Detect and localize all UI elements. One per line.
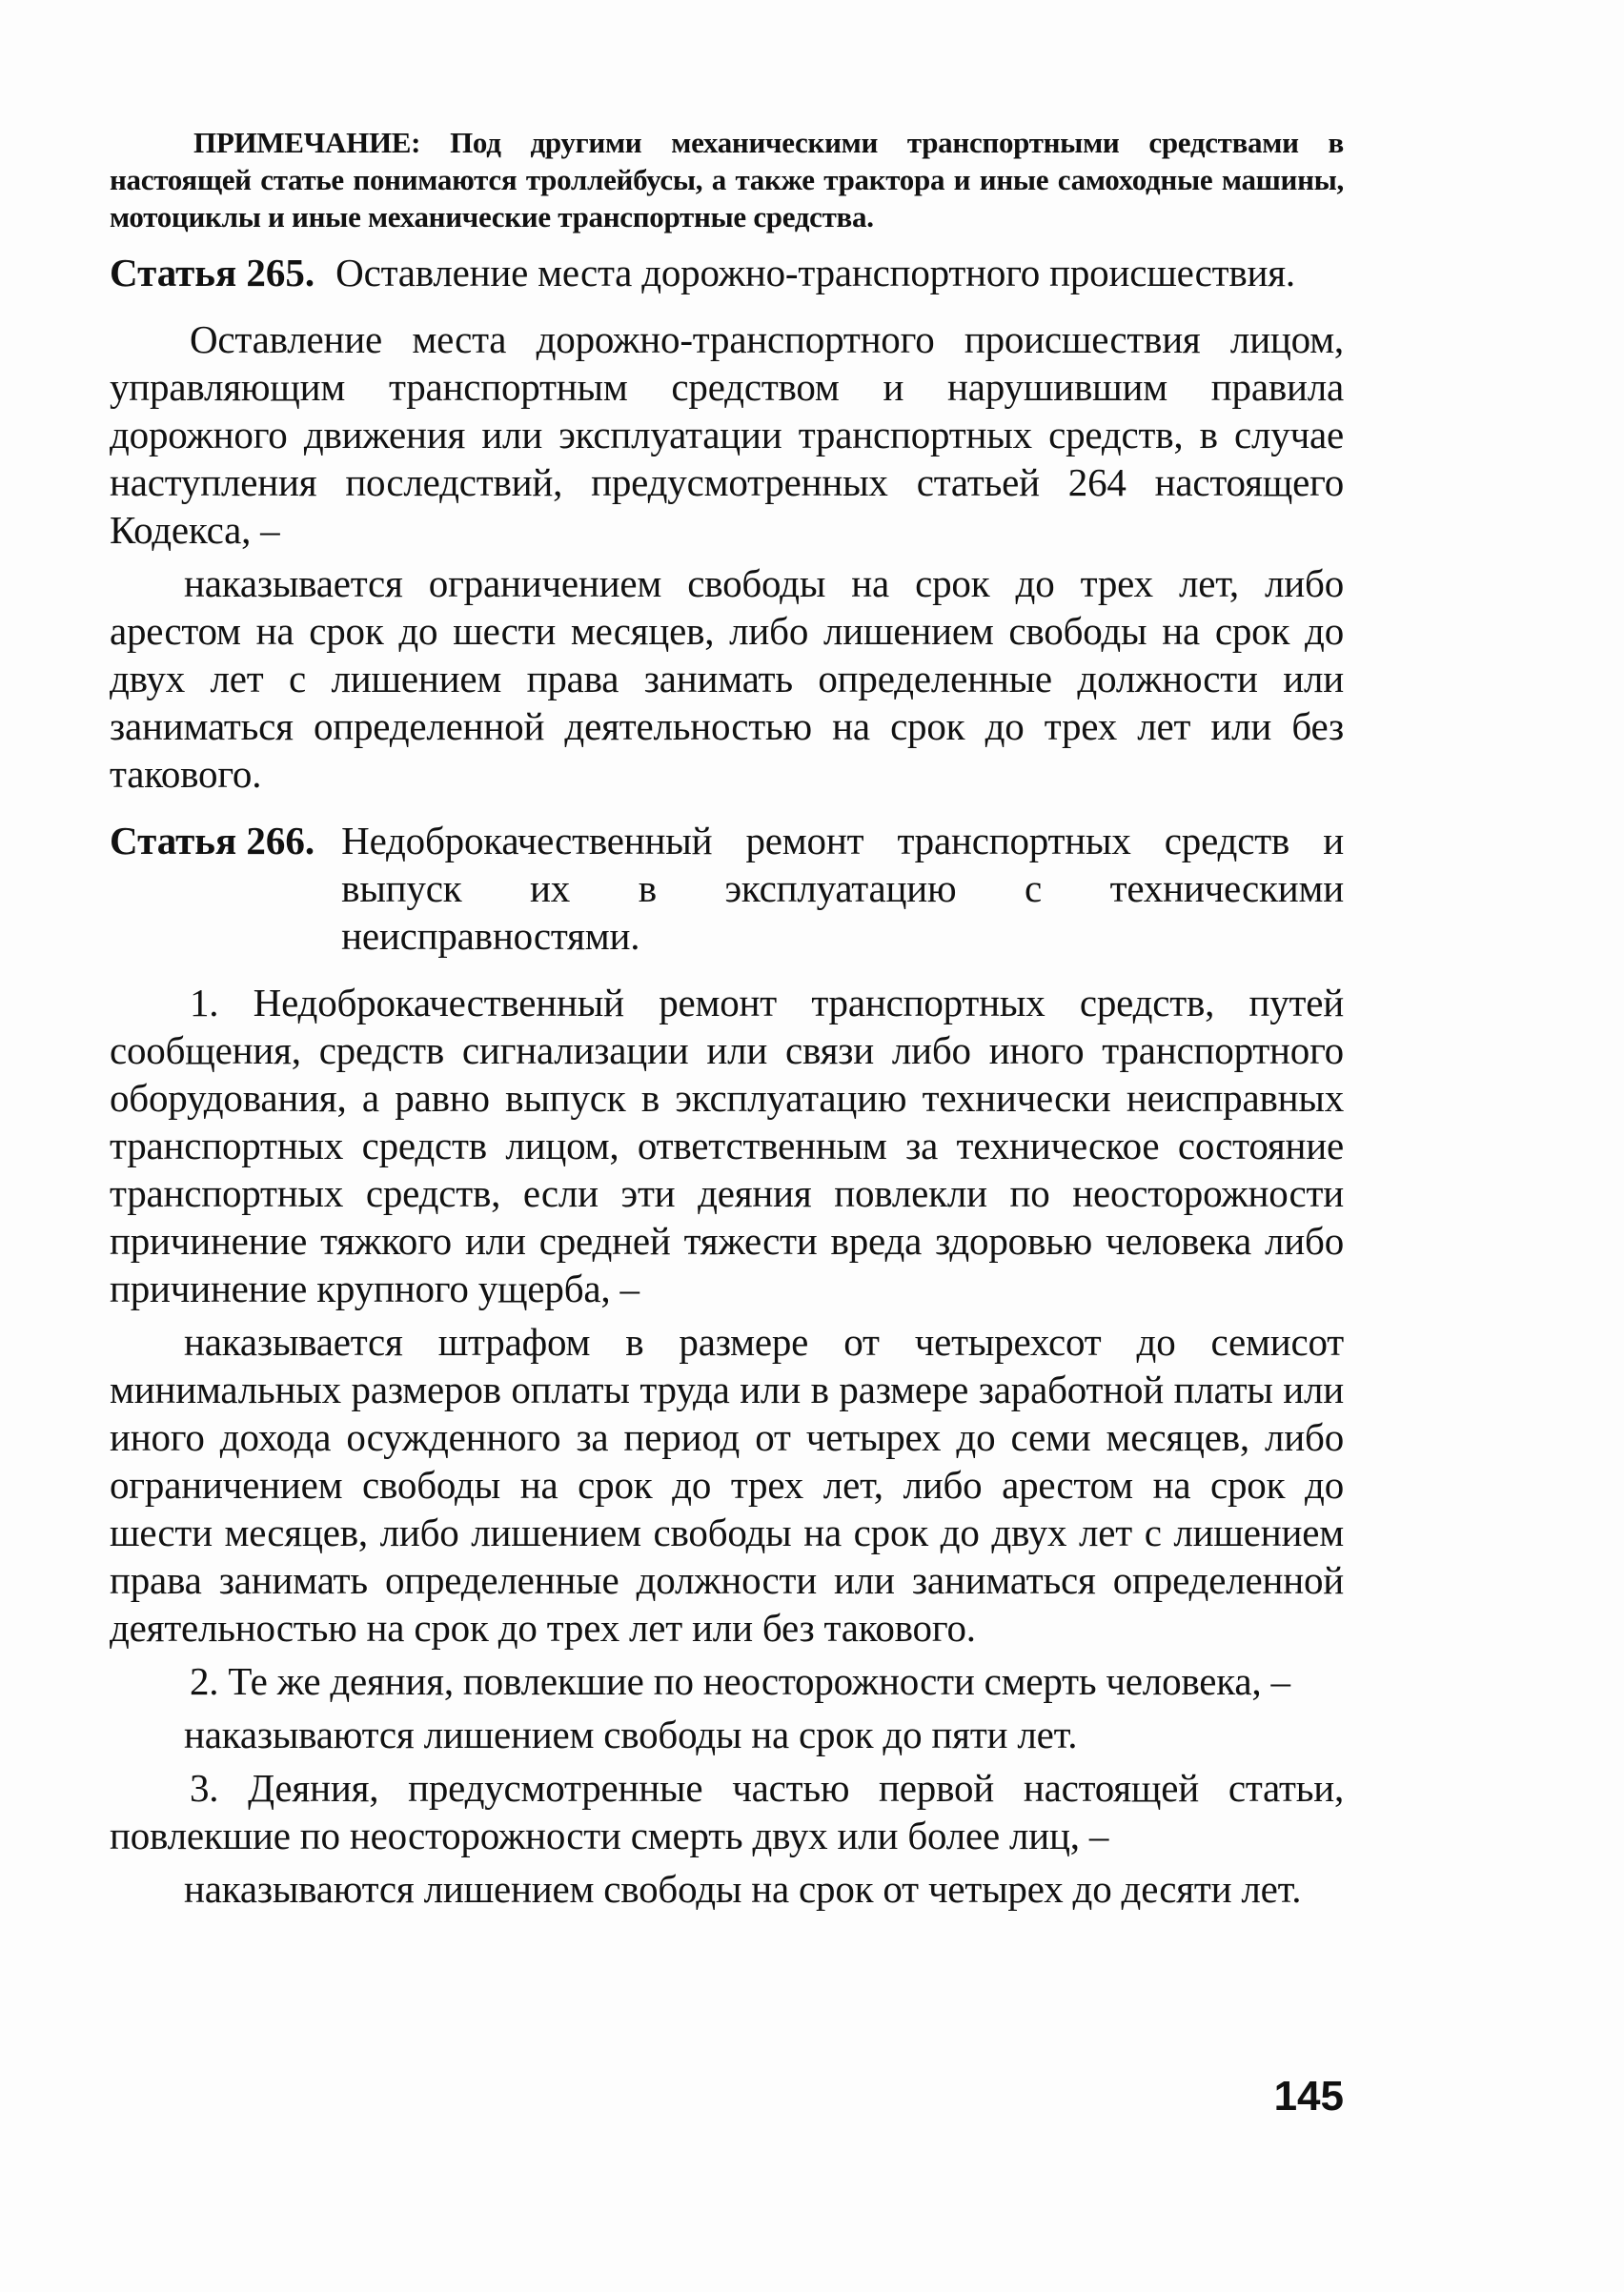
- article-266-number: Статья 266.: [110, 819, 315, 862]
- article-266-part-2-sanction: наказываются лишением свободы на срок до пяти лет.: [184, 1713, 1078, 1756]
- page-number: 145: [1273, 2073, 1344, 2120]
- article-266-part-3-sanction: наказываются лишением свободы на срок от четырех до десяти лет.: [184, 1867, 1302, 1911]
- article-265-heading: [110, 249, 1344, 296]
- article-266-part-1-sanction: наказывается штрафом в размере от четырехсот до семисот минимальных размеров оплаты труда или в размере заработной платы или иного дохода осужденного за период от четырех до семи месяцев, либо ограничением свободы на срок до трех лет, либо арестом на срок до шести месяцев, либо лишением свободы на срок до двух лет с лишением права занимать определенные должности или заниматься определенной деятельностью на срок до трех лет или без такового.: [110, 1320, 1344, 1650]
- article-266-part-1: 1. Недоброкачественный ремонт транспортных средств, путей сообщения, средств сигнализации или связи либо иного транспортного оборудования, а равно выпуск в эксплуатацию технически неисправных транспортных средств лицом, ответственным за техническое состояние транспортных средств, если эти деяния повлекли по неосторожности причинение тяжкого или средней тяжести вреда здоровью человека либо причинение крупного ущерба, –: [110, 981, 1344, 1310]
- article-266-part-3: 3. Деяния, предусмотренные частью первой настоящей статьи, повлекшие по неосторожности смерть двух или более лиц, –: [110, 1766, 1344, 1857]
- article-265-paragraph-1: Оставление места дорожно-транспортного происшествия лицом, управляющим транспортным средством и нарушившим правила дорожного движения или эксплуатации транспортных средств, в случае наступления последствий, предусмотренных статьей 264 настоящего Кодекса, –: [110, 317, 1344, 552]
- article-265-title: Оставление места дорожно-транспортного происшествия.: [335, 251, 1295, 294]
- article-266-heading: [110, 817, 1344, 960]
- note-paragraph: ПРИМЕЧАНИЕ: Под другими механическими транспортными средствами в настоящей статье понимаются троллейбусы, а также трактора и иные самоходные машины, мотоциклы и иные механические транспортные средства.: [110, 126, 1344, 233]
- page-content: [110, 124, 1344, 1918]
- article-265-number: Статья 265.: [110, 251, 315, 294]
- article-266-title: Недоброкачественный ремонт транспортных средств и выпуск их в эксплуатацию с техническими неисправностями.: [341, 819, 1344, 958]
- article-265-sanction: наказывается ограничением свободы на срок до трех лет, либо арестом на срок до шести месяцев, либо лишением свободы на срок до двух лет с лишением права занимать определенные должности или заниматься определенной деятельностью на срок до трех лет или без такового.: [110, 561, 1344, 796]
- article-266-part-2: 2. Те же деяния, повлекшие по неосторожности смерть человека, –: [190, 1659, 1290, 1703]
